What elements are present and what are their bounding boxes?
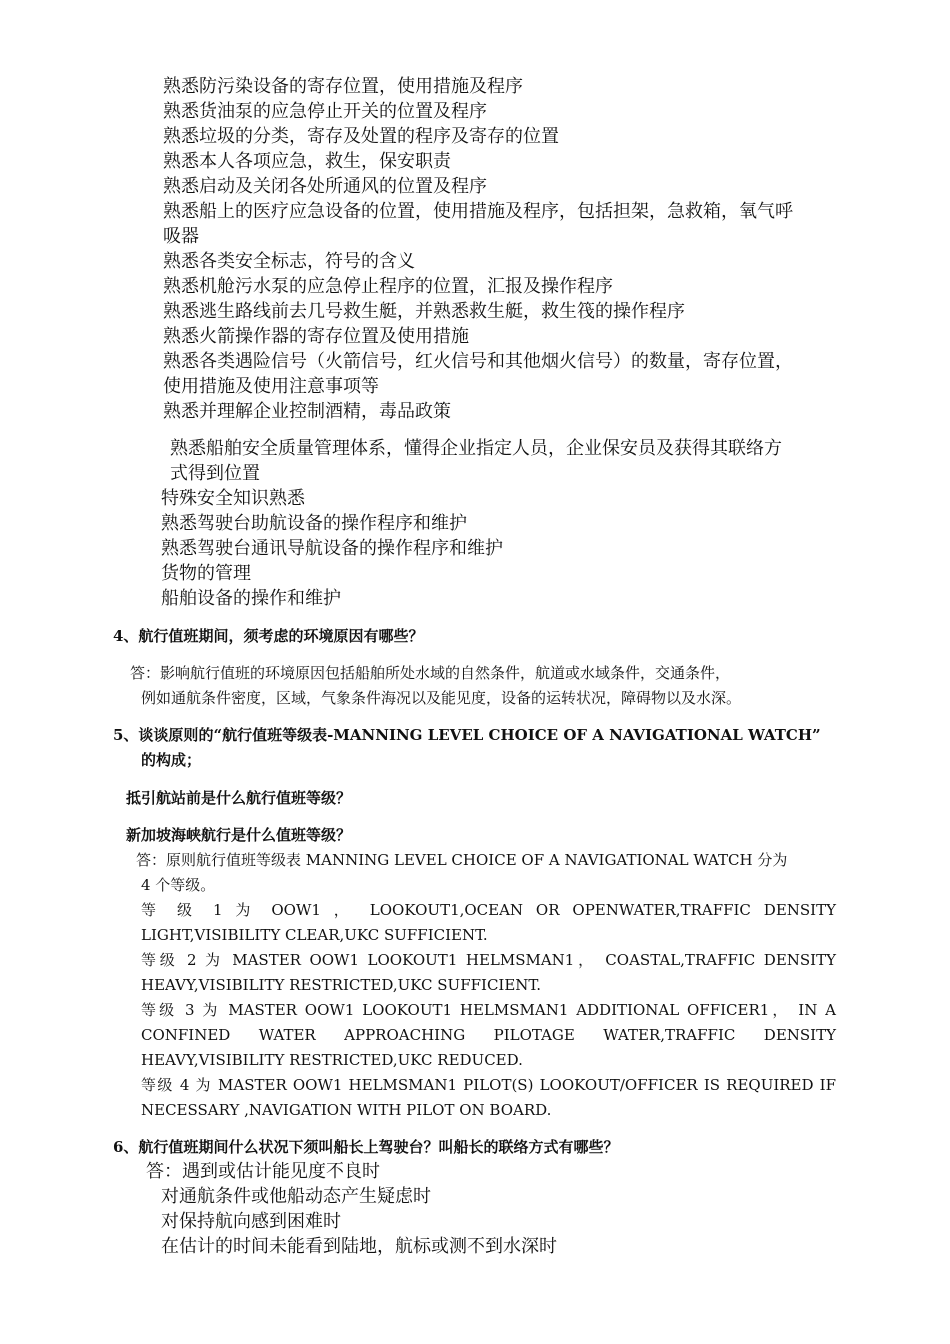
list-item: 熟悉各类安全标志，符号的含义 xyxy=(163,251,415,272)
list-item: 熟悉各类遇险信号（火箭信号，红火信号和其他烟火信号）的数量，寄存位置， xyxy=(163,351,793,372)
sub-question: 抵引航站前是什么航行值班等级？ xyxy=(126,789,352,807)
answer-text: 等级 4 为 MASTER OOW1 HELMSMAN1 PILOT(S) LOOKOUT/OFFICER IS REQUIRED IF xyxy=(141,1076,836,1094)
list-item: 熟悉本人各项应急，救生，保安职责 xyxy=(163,151,451,172)
list-item: 特殊安全知识熟悉 xyxy=(161,488,305,509)
sub-question: 新加坡海峡航行是什么值班等级？ xyxy=(126,826,352,844)
list-item: 熟悉机舱污水泵的应急停止程序的位置，汇报及操作程序 xyxy=(163,276,613,297)
answer-text: 在估计的时间未能看到陆地，航标或测不到水深时 xyxy=(161,1236,557,1257)
question-heading: 4、航行值班期间，须考虑的环境原因有哪些？ xyxy=(113,627,424,645)
list-item: 熟悉启动及关闭各处所通风的位置及程序 xyxy=(163,176,487,197)
list-item: 熟悉垃圾的分类，寄存及处置的程序及寄存的位置 xyxy=(163,126,559,147)
list-item: 熟悉火箭操作器的寄存位置及使用措施 xyxy=(163,326,469,347)
list-item: 熟悉驾驶台通讯导航设备的操作程序和维护 xyxy=(161,538,503,559)
answer-text: CONFINED WATER APPROACHING PILOTAGE WATER,TRAFFIC DENSITY xyxy=(141,1026,836,1044)
answer-text: 对保持航向感到困难时 xyxy=(161,1211,341,1232)
answer-text: 等级 3 为 MASTER OOW1 LOOKOUT1 HELMSMAN1 ADDITIONAL OFFICER1， IN A xyxy=(141,1001,836,1019)
answer-text: HEAVY,VISIBILITY RESTRICTED,UKC REDUCED. xyxy=(141,1051,523,1069)
list-item: 熟悉船舶安全质量管理体系，懂得企业指定人员，企业保安员及获得其联络方 xyxy=(170,438,782,459)
list-item: 熟悉船上的医疗应急设备的位置，使用措施及程序，包括担架，急救箱，氧气呼 xyxy=(163,201,793,222)
answer-text: NECESSARY ,NAVIGATION WITH PILOT ON BOARD. xyxy=(141,1101,552,1119)
list-item: 熟悉并理解企业控制酒精，毒品政策 xyxy=(163,401,451,422)
list-item: 熟悉防污染设备的寄存位置，使用措施及程序 xyxy=(163,76,523,97)
answer-text: 例如通航条件密度，区域，气象条件海况以及能见度，设备的运转状况，障碍物以及水深。 xyxy=(141,689,742,707)
list-item: 吸器 xyxy=(163,226,199,247)
list-item: 使用措施及使用注意事项等 xyxy=(163,376,379,397)
question-heading: 6、航行值班期间什么状况下须叫船长上驾驶台？叫船长的联络方式有哪些？ xyxy=(113,1138,619,1156)
answer-text: 等 级 1 为 OOW1 ， LOOKOUT1,OCEAN OR OPENWATER,TRAFFIC DENSITY xyxy=(141,901,836,919)
answer-text: 答：遇到或估计能见度不良时 xyxy=(146,1161,380,1182)
list-item: 式得到位置 xyxy=(170,463,260,484)
answer-text: 等级 2 为 MASTER OOW1 LOOKOUT1 HELMSMAN1， COASTAL,TRAFFIC DENSITY xyxy=(141,951,836,969)
list-item: 熟悉驾驶台助航设备的操作程序和维护 xyxy=(161,513,467,534)
list-item: 熟悉逃生路线前去几号救生艇，并熟悉救生艇，救生筏的操作程序 xyxy=(163,301,685,322)
list-item: 货物的管理 xyxy=(161,563,251,584)
answer-text: 答：原则航行值班等级表 MANNING LEVEL CHOICE OF A NAVIGATIONAL WATCH 分为 xyxy=(136,851,788,869)
list-item: 熟悉货油泵的应急停止开关的位置及程序 xyxy=(163,101,487,122)
question-heading: 5、谈谈原则的“航行值班等级表-MANNING LEVEL CHOICE OF A NAVIGATIONAL WATCH” xyxy=(113,726,821,744)
answer-text: 答：影响航行值班的环境原因包括船舶所处水域的自然条件，航道或水域条件，交通条件， xyxy=(130,664,731,682)
answer-text: LIGHT,VISIBILITY CLEAR,UKC SUFFICIENT. xyxy=(141,926,488,944)
question-heading: 的构成； xyxy=(141,751,202,769)
answer-text: HEAVY,VISIBILITY RESTRICTED,UKC SUFFICIENT. xyxy=(141,976,541,994)
answer-text: 对通航条件或他船动态产生疑虑时 xyxy=(161,1186,431,1207)
answer-text: 4 个等级。 xyxy=(141,876,216,894)
list-item: 船舶设备的操作和维护 xyxy=(161,588,341,609)
